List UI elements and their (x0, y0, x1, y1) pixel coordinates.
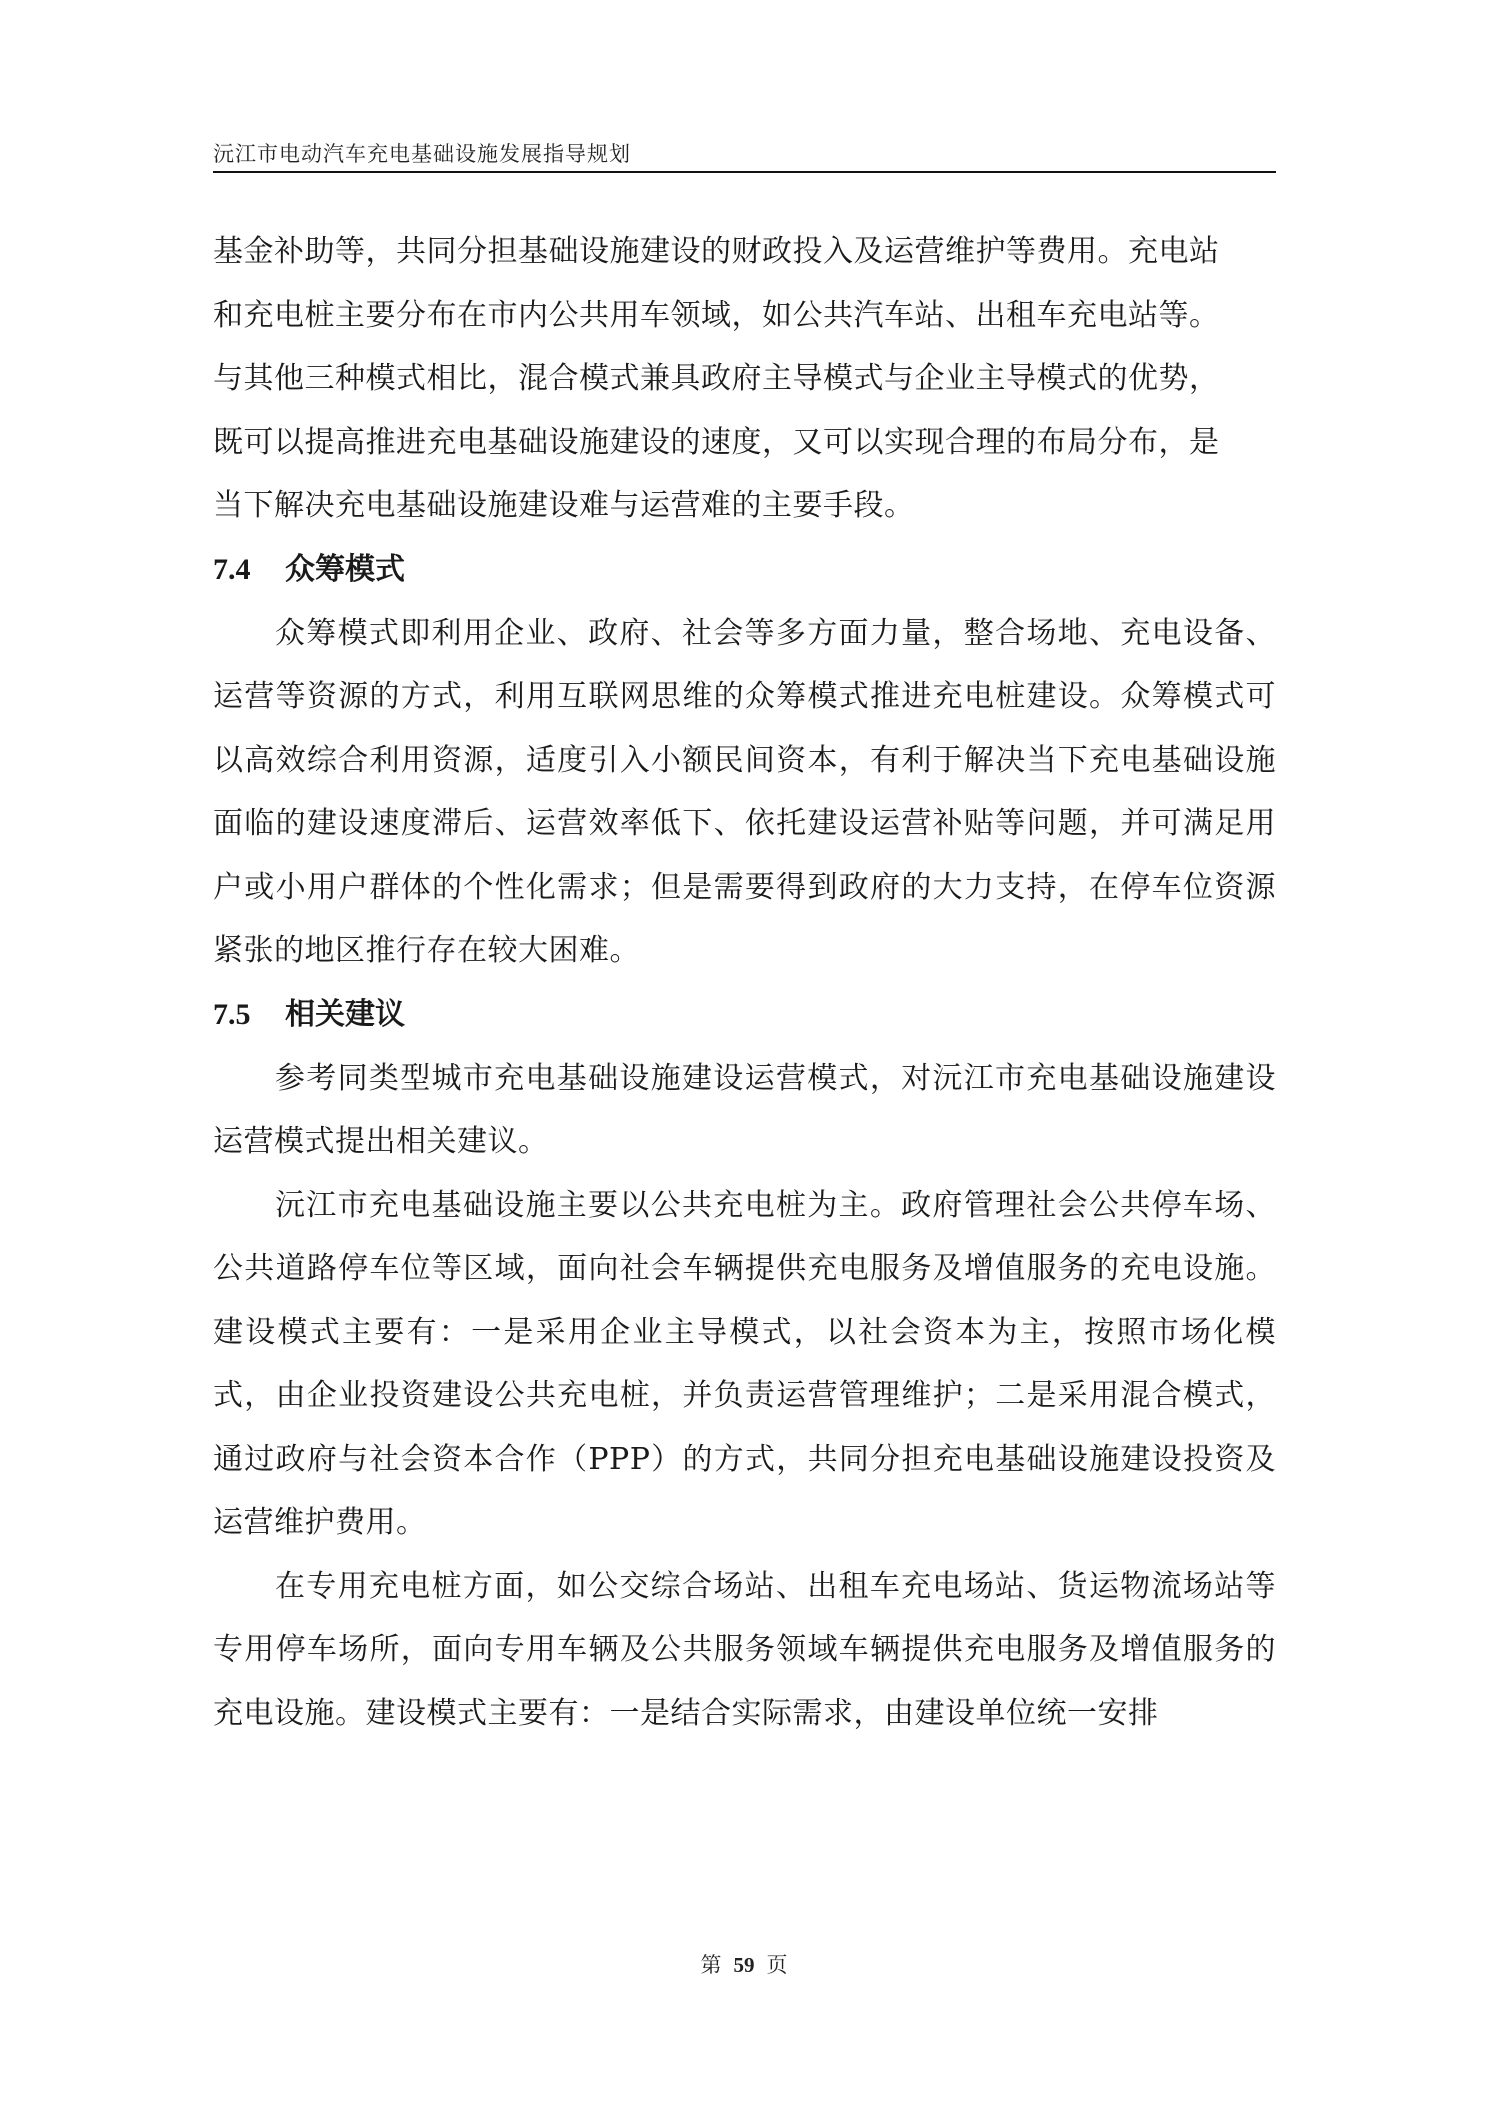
text-line: 基金补助等，共同分担基础设施建设的财政投入及运营维护等费用。充电站 (213, 234, 1220, 269)
running-header: 沅江市电动汽车充电基础设施发展指导规划 (213, 142, 631, 166)
section-heading-7-5 (213, 983, 1276, 1047)
section-number: 7.4 (213, 552, 251, 586)
text-line: 场化模式，由企业投资建设公共充电桩，并负责运营管理维护；二是采用混 (213, 1314, 1276, 1413)
page-number: 59 (733, 1953, 755, 1977)
text-line: 设施。建设模式主要有：一是采用企业主导模式，以社会资本为主，按照市 (213, 1251, 1277, 1350)
text-line: 合模式，通过政府与社会资本合作（PPP）的方式，共同分担充电基础设施 (213, 1378, 1277, 1477)
text-line: 建设投资及运营维护费用。 (213, 1441, 1277, 1540)
text-line: 设施面临的建设速度滞后、运营效率低下、依托建设运营补贴等问题，并可 (213, 742, 1277, 841)
text-line: 车位资源紧张的地区推行存在较大困难。 (213, 869, 1277, 968)
section-heading-7-4 (213, 538, 1276, 602)
text-line: 既可以提高推进充电基础设施建设的速度，又可以实现合理的布局分布，是 (213, 424, 1220, 460)
text-line: 务的充电设施。建设模式主要有：一是结合实际需求，由建设单位统一安排 (213, 1632, 1277, 1731)
page-footer (0, 1951, 1488, 1979)
paragraph-recommendations-intro (213, 1047, 1276, 1174)
page-label-suffix: 页 (766, 1953, 788, 1977)
text-line: 运营等资源的方式，利用互联网思维的众筹模式推进充电桩建设。众筹模式 (213, 679, 1246, 714)
text-line: 在专用充电桩方面，如公交综合场站、出租车充电场站、货运物流场站 (275, 1568, 1246, 1604)
header-rule (213, 171, 1276, 173)
page-content (213, 220, 1276, 1745)
paragraph-mixed-mode-continued (213, 220, 1276, 538)
text-line: 满足用户或小用户群体的个性化需求；但是需要得到政府的大力支持，在停 (213, 806, 1277, 905)
paragraph-public-charging (213, 1174, 1276, 1555)
text-line: 设运营模式提出相关建议。 (213, 1060, 1276, 1159)
text-line: 当下解决充电基础设施建设难与运营难的主要手段。 (213, 488, 915, 523)
text-line: 众筹模式即利用企业、政府、社会等多方面力量，整合场地、充电设备、 (275, 615, 1276, 651)
section-title: 相关建议 (285, 996, 405, 1032)
text-line: 与其他三种模式相比，混合模式兼具政府主导模式与企业主导模式的优势， (213, 361, 1220, 396)
paragraph-dedicated-charging (213, 1555, 1276, 1746)
paragraph-crowdfunding-mode (213, 602, 1276, 983)
text-line: 沅江市充电基础设施主要以公共充电桩为主。政府管理社会公共停车 (275, 1187, 1215, 1223)
section-number: 7.5 (213, 997, 251, 1031)
text-line: 等专用停车场所，面向专用车辆及公共服务领域车辆提供充电服务及增值服 (213, 1568, 1276, 1667)
text-line: 和充电桩主要分布在市内公共用车领域，如公共汽车站、出租车充电站等。 (213, 297, 1220, 333)
text-line: 参考同类型城市充电基础设施建设运营模式，对沅江市充电基础设施建 (275, 1060, 1246, 1096)
text-line: 可以高效综合利用资源，适度引入小额民间资本，有利于解决当下充电基础 (213, 679, 1276, 778)
page-label-prefix: 第 (700, 1953, 722, 1977)
section-title: 众筹模式 (285, 551, 405, 587)
text-line: 场、公共道路停车位等区域，面向社会车辆提供充电服务及增值服务的充电 (213, 1187, 1277, 1286)
